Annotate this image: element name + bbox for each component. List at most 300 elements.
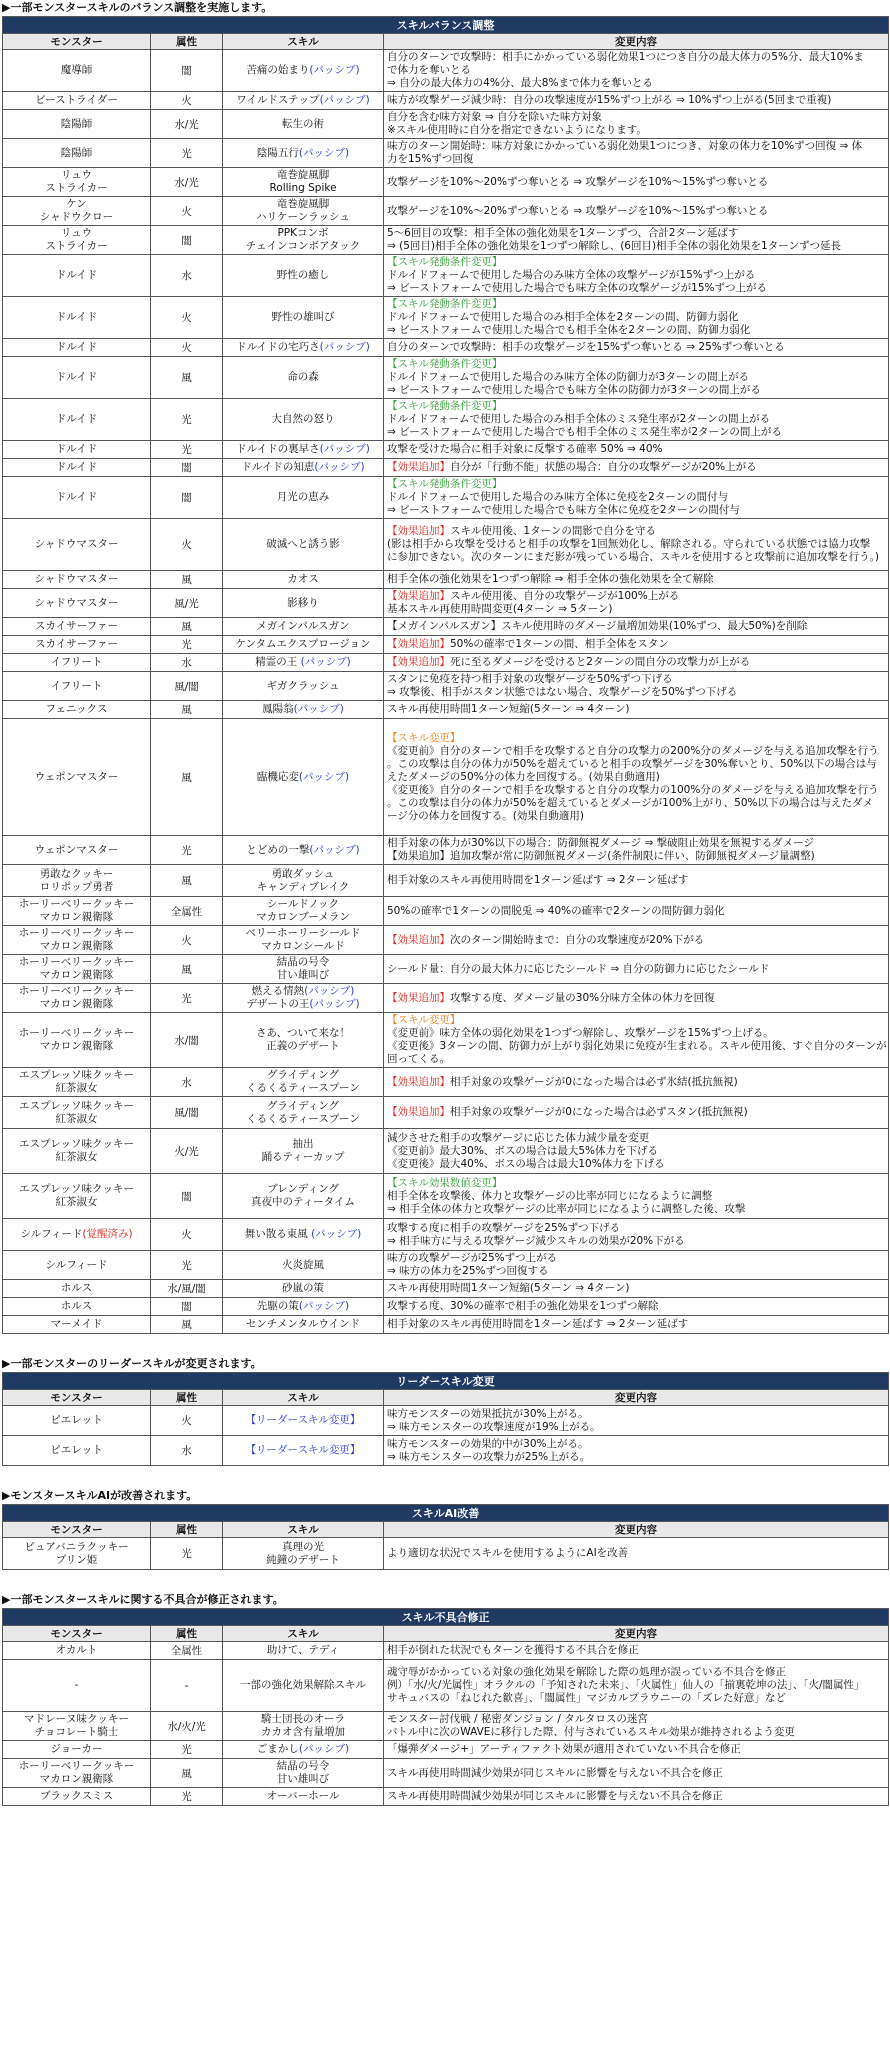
monster-cell bbox=[3, 1642, 151, 1660]
table-row bbox=[3, 1280, 889, 1298]
change-cell bbox=[384, 1406, 889, 1436]
skill-cell bbox=[223, 636, 384, 654]
skill-name bbox=[226, 940, 380, 953]
change-line bbox=[387, 573, 885, 586]
skill-cell bbox=[223, 297, 384, 339]
skill-cell bbox=[223, 1759, 384, 1788]
attribute-cell: 風 bbox=[151, 955, 223, 984]
monster-name: マカロン親衛隊 bbox=[39, 940, 114, 952]
table-row bbox=[3, 139, 889, 168]
skill-name bbox=[226, 1644, 380, 1657]
skill-cell bbox=[223, 139, 384, 168]
skill-cell bbox=[223, 1538, 384, 1570]
change-cell bbox=[384, 110, 889, 139]
text-segment: 自分が「行動不能」状態の場合：自分の攻撃ゲージが20%上がる bbox=[450, 461, 757, 473]
skill-name bbox=[226, 182, 380, 195]
change-line bbox=[387, 1053, 885, 1066]
monster-name: 紅茶淑女 bbox=[55, 1151, 98, 1163]
text-segment: ⇒ 味方モンスターの攻撃速度が19%上がる。 bbox=[387, 1420, 601, 1433]
change-line bbox=[387, 1692, 885, 1705]
change-cell bbox=[384, 399, 889, 441]
change-tag: 【スキル変更】 bbox=[387, 731, 461, 744]
col-header-skill: スキル bbox=[223, 1390, 384, 1406]
table-title: スキルAI改善 bbox=[3, 1505, 889, 1522]
skill-name bbox=[226, 898, 380, 911]
change-line bbox=[387, 64, 885, 77]
table-row bbox=[3, 1741, 889, 1759]
change-cell bbox=[384, 519, 889, 571]
change-line bbox=[387, 311, 885, 324]
passive-tag: (パッシブ) bbox=[298, 146, 350, 159]
attribute-cell: 風/闇 bbox=[151, 1097, 223, 1129]
monster-name: エスプレッソ味クッキー bbox=[19, 1069, 134, 1081]
change-cell bbox=[384, 1788, 889, 1806]
change-line bbox=[387, 140, 885, 153]
skill-name bbox=[226, 1040, 380, 1053]
monster-cell bbox=[3, 672, 151, 701]
monster-name: マドレーヌ味クッキー bbox=[24, 1713, 129, 1725]
monster-name: ビーストライダー bbox=[35, 94, 118, 106]
attribute-cell: 光 bbox=[151, 984, 223, 1013]
monster-cell bbox=[3, 399, 151, 441]
change-line bbox=[387, 771, 885, 784]
monster-name: フェニックス bbox=[45, 703, 108, 715]
text-segment: くるくるティースプーン bbox=[246, 1112, 360, 1125]
change-line bbox=[387, 1265, 885, 1278]
change-tag: 【効果追加】 bbox=[387, 1106, 450, 1118]
skill-cell bbox=[223, 618, 384, 636]
change-line bbox=[387, 1222, 885, 1235]
skill-name bbox=[226, 1773, 380, 1786]
monster-name: - bbox=[74, 1679, 79, 1691]
section-bugfix bbox=[0, 1592, 890, 1806]
table-row bbox=[3, 1013, 889, 1068]
monster-cell bbox=[3, 1316, 151, 1334]
skill-cell bbox=[223, 1280, 384, 1298]
change-line bbox=[387, 656, 885, 669]
text-segment: ⇒ 相手全体の体力と攻撃ゲージの比率が同じになるように調整した後、攻撃 bbox=[387, 1202, 746, 1215]
change-cell bbox=[384, 836, 889, 865]
monster-name: エスプレッソ味クッキー bbox=[19, 1099, 134, 1112]
text-segment: 抽出 bbox=[292, 1138, 314, 1150]
monster-name: ストライカー bbox=[45, 182, 108, 194]
table-row bbox=[3, 654, 889, 672]
change-line bbox=[387, 1145, 885, 1158]
text-segment: 相手対象のスキル再使用時間を1ターン延ばす ⇒ 2ターン延ばす bbox=[387, 1318, 689, 1330]
skill-cell bbox=[223, 255, 384, 297]
change-line bbox=[387, 426, 885, 439]
col-header-monster: モンスター bbox=[3, 1390, 151, 1406]
change-line bbox=[387, 341, 885, 354]
skill-cell bbox=[223, 1219, 384, 1251]
skill-cell bbox=[223, 168, 384, 197]
monster-cell bbox=[3, 519, 151, 571]
table-row bbox=[3, 636, 889, 654]
text-segment: 純鐘のデザート bbox=[266, 1553, 340, 1566]
change-cell bbox=[384, 297, 889, 339]
table-row bbox=[3, 1174, 889, 1219]
text-segment: 相手対象のスキル再使用時間を1ターン延ばす ⇒ 2ターン延ばす bbox=[387, 874, 689, 886]
monster-name: イフリート bbox=[50, 679, 103, 692]
attribute-cell: 風 bbox=[151, 618, 223, 636]
skill-name bbox=[226, 1082, 380, 1095]
attribute-cell: 闇 bbox=[151, 459, 223, 477]
text-segment: えたダメージの50%分の体力を回復する。(効果自動適用) bbox=[387, 770, 660, 783]
change-line bbox=[387, 1790, 885, 1803]
text-segment: ワイルドステップ bbox=[236, 94, 320, 106]
col-header-attr: 属性 bbox=[151, 1522, 223, 1538]
change-line bbox=[387, 850, 885, 863]
table-row bbox=[3, 477, 889, 519]
skill-cell bbox=[223, 459, 384, 477]
change-cell bbox=[384, 955, 889, 984]
skill-name bbox=[226, 1300, 380, 1313]
monster-name: スカイサーファー bbox=[35, 638, 118, 650]
balance-table bbox=[2, 16, 889, 1334]
text-segment: 月光の恵み bbox=[276, 491, 330, 503]
text-segment: くるくるティースプーン bbox=[246, 1082, 360, 1094]
text-segment: 相手が倒れた状況でもターンを獲得する不具合を修正 bbox=[387, 1644, 639, 1656]
skill-name bbox=[226, 198, 380, 211]
skill-name bbox=[226, 573, 380, 586]
text-segment: ドルイドの裏早さ bbox=[236, 443, 320, 455]
skill-cell bbox=[223, 1436, 384, 1466]
attribute-cell: 水/風/闇 bbox=[151, 1280, 223, 1298]
table-row bbox=[3, 836, 889, 865]
change-line bbox=[387, 686, 885, 699]
text-segment: 減少させた相手の攻撃ゲージに応じた体力減少量を変更 bbox=[387, 1131, 650, 1144]
col-header-change: 変更内容 bbox=[384, 1522, 889, 1538]
text-segment: PPKコンボ bbox=[277, 227, 329, 239]
text-segment: 自分を含む味方対象 ⇒ 自分を除いた味方対象 bbox=[387, 111, 602, 123]
text-segment: ドルイドフォームで使用した場合のみ相手全体のミス発生率が2ターンの間上がる bbox=[387, 413, 771, 425]
change-tag: 【スキル効果数値変更】 bbox=[387, 1176, 503, 1189]
skill-cell bbox=[223, 984, 384, 1013]
skill-cell bbox=[223, 50, 384, 92]
text-segment: スキル再使用時間1ターン短縮(5ターン ⇒ 4ターン) bbox=[387, 1282, 630, 1294]
skill-cell bbox=[223, 897, 384, 926]
text-segment: 相手対象の攻撃ゲージが0になった場合は必ず氷結(抵抗無視) bbox=[450, 1075, 738, 1088]
text-segment: 《変更後》自分のターンで相手を攻撃すると自分の攻撃力の100%分のダメージを与える追加攻撃を行う bbox=[387, 783, 879, 796]
skill-name bbox=[226, 1228, 380, 1241]
text-segment: ⇒ ビーストフォームで使用した場合でも味方全体の防御力が3ターンの間上がる bbox=[387, 384, 761, 396]
skill-name bbox=[226, 771, 380, 784]
text-segment: 【メガインパルスガン】スキル使用時のダメージ量増加効果(10%ずつ、最大50%)を削除 bbox=[387, 620, 808, 632]
change-cell bbox=[384, 168, 889, 197]
text-segment: (影は相手から攻撃を受けると相手の攻撃を1回無効化し、解除される。守られている状態では協力攻撃 bbox=[387, 538, 871, 550]
table-row bbox=[3, 589, 889, 618]
skill-name bbox=[226, 64, 380, 77]
text-segment: 攻撃ゲージを10%～20%ずつ奪いとる ⇒ 攻撃ゲージを10%～15%ずつ奪いとる bbox=[387, 204, 769, 217]
skill-cell bbox=[223, 955, 384, 984]
text-segment: 砂嵐の策 bbox=[282, 1282, 324, 1294]
col-header-change: 変更内容 bbox=[384, 34, 889, 50]
text-segment: 基本スキル再使用時間変更(4ターン ⇒ 5ターン) bbox=[387, 603, 613, 615]
col-header-change: 変更内容 bbox=[384, 1626, 889, 1642]
change-tag: 【効果追加】 bbox=[387, 590, 450, 602]
text-segment: Rolling Spike bbox=[269, 182, 337, 194]
text-segment: スタンに免疫を持つ相手対象の攻撃ゲージを50%ずつ下げる bbox=[387, 673, 673, 685]
skill-name bbox=[226, 491, 380, 504]
text-segment: ⇒ (5回目)相手全体の強化効果を1つずつ解除し、(6回目)相手全体の弱化効果を1ターンずつ延長 bbox=[387, 240, 842, 252]
change-line bbox=[387, 638, 885, 651]
change-line bbox=[387, 1451, 885, 1464]
passive-tag: (パッシブ) bbox=[309, 998, 360, 1010]
text-segment: モンスター討伐戦 / 秘密ダンジョン / タルタロスの迷宮 bbox=[387, 1713, 648, 1725]
attribute-cell: 闇 bbox=[151, 1174, 223, 1219]
text-segment: スキル再使用時間1ターン短縮(5ターン ⇒ 4ターン) bbox=[387, 703, 630, 715]
table-row bbox=[3, 1642, 889, 1660]
attribute-cell: 火 bbox=[151, 197, 223, 226]
change-line bbox=[387, 1027, 885, 1040]
attribute-cell: 火 bbox=[151, 297, 223, 339]
section-heading: ▶一部モンスタースキルのバランス調整を実施します。 bbox=[2, 1, 273, 14]
skill-name bbox=[226, 1259, 380, 1272]
skill-name bbox=[226, 1541, 380, 1554]
monster-cell bbox=[3, 636, 151, 654]
text-segment: 正義のデザート bbox=[266, 1040, 340, 1052]
change-line bbox=[387, 905, 885, 918]
monster-name: ケン bbox=[66, 198, 87, 210]
text-segment: ハリケーンラッシュ bbox=[256, 211, 350, 223]
text-segment: ⇒ 味方モンスターの攻撃力が25%上がる。 bbox=[387, 1450, 591, 1463]
text-segment: ブレンディング bbox=[267, 1183, 339, 1195]
change-line bbox=[387, 478, 885, 491]
change-line bbox=[387, 324, 885, 337]
change-line bbox=[387, 758, 885, 771]
attribute-cell: 闇 bbox=[151, 1298, 223, 1316]
skill-cell bbox=[223, 836, 384, 865]
change-line bbox=[387, 590, 885, 603]
change-line bbox=[387, 1408, 885, 1421]
change-line bbox=[387, 1547, 885, 1560]
text-segment: スキル使用後、自分の攻撃ゲージが100%上がる bbox=[450, 590, 680, 602]
text-segment: ドルイドフォームで使用した場合のみ味方全体の防御力が3ターンの間上がる bbox=[387, 371, 750, 383]
text-segment: 5～6回目の攻撃：相手全体の強化効果を1ターンずつ、合計2ターン延ばす bbox=[387, 227, 739, 239]
skill-name bbox=[226, 1138, 380, 1151]
text-segment: 陰陽五行 bbox=[256, 146, 299, 159]
change-cell bbox=[384, 1298, 889, 1316]
change-line bbox=[387, 673, 885, 686]
text-segment: 。この攻撃は自分の体力が50%を超えているとダメージが100%上がり、50%以下の場合は与えたダメ bbox=[387, 796, 873, 809]
skill-cell bbox=[223, 1741, 384, 1759]
text-segment: 臨機応変 bbox=[256, 770, 299, 783]
passive-tag: (パッシブ) bbox=[298, 1300, 350, 1312]
skill-name bbox=[226, 680, 380, 693]
monster-name: 紅茶淑女 bbox=[55, 1112, 98, 1125]
skill-name bbox=[226, 1196, 380, 1209]
change-line bbox=[387, 256, 885, 269]
skill-name bbox=[226, 413, 380, 426]
text-segment: 結晶の号令 bbox=[276, 1760, 330, 1772]
change-cell bbox=[384, 459, 889, 477]
change-line bbox=[387, 77, 885, 90]
section-heading: ▶一部モンスターのリーダースキルが変更されます。 bbox=[2, 1357, 262, 1370]
text-segment: 死に至るダメージを受けると2ターンの間自分の攻撃力が上がる bbox=[450, 656, 751, 668]
change-line bbox=[387, 1666, 885, 1679]
skill-name bbox=[226, 597, 380, 610]
table-row bbox=[3, 926, 889, 955]
skill-name bbox=[226, 956, 380, 969]
text-segment: に参加できない。次のターンにまだ影が残っている場合、スキルを使用すると攻撃前に追加攻撃を行う。) bbox=[387, 551, 880, 563]
table-row bbox=[3, 197, 889, 226]
passive-tag: (パッシブ) bbox=[309, 843, 360, 856]
passive-tag: (パッシブ) bbox=[304, 985, 355, 997]
monster-cell bbox=[3, 1759, 151, 1788]
change-line bbox=[387, 1106, 885, 1119]
change-cell bbox=[384, 672, 889, 701]
change-cell bbox=[384, 1068, 889, 1097]
monster-cell bbox=[3, 589, 151, 618]
change-line bbox=[387, 1644, 885, 1657]
change-line bbox=[387, 963, 885, 976]
table-row bbox=[3, 519, 889, 571]
skill-cell bbox=[223, 701, 384, 719]
change-line bbox=[387, 732, 885, 745]
change-tag: 【効果追加】 bbox=[387, 525, 450, 537]
col-header-skill: スキル bbox=[223, 34, 384, 50]
skill-name bbox=[226, 927, 380, 940]
attribute-cell: 風/光 bbox=[151, 589, 223, 618]
monster-name: ドルイド bbox=[55, 311, 98, 323]
text-segment: 力を15%ずつ回復 bbox=[387, 153, 474, 165]
text-segment: センチメンタルウインド bbox=[245, 1318, 361, 1330]
text-segment: とどめの一撃 bbox=[246, 843, 310, 856]
monster-name: エスプレッソ味クッキー bbox=[19, 1183, 134, 1195]
change-cell bbox=[384, 197, 889, 226]
monster-name: 勇敢なクッキー bbox=[39, 867, 114, 880]
change-cell bbox=[384, 701, 889, 719]
change-cell bbox=[384, 139, 889, 168]
change-cell bbox=[384, 1538, 889, 1570]
monster-name: イフリート bbox=[50, 656, 103, 668]
skill-name bbox=[226, 269, 380, 282]
change-line bbox=[387, 461, 885, 474]
change-line bbox=[387, 1726, 885, 1739]
col-header-attr: 属性 bbox=[151, 1390, 223, 1406]
text-segment: 回ってくる。 bbox=[387, 1053, 450, 1065]
change-tag: 【スキル発動条件変更】 bbox=[387, 358, 503, 370]
monster-cell bbox=[3, 92, 151, 110]
table-row bbox=[3, 672, 889, 701]
skill-name bbox=[226, 1790, 380, 1803]
skill-cell bbox=[223, 654, 384, 672]
change-line bbox=[387, 1421, 885, 1434]
text-segment: 《変更前》自分のターンで相手を攻撃すると自分の攻撃力の200%分のダメージを与える追加攻撃を行う bbox=[387, 744, 879, 757]
table-row bbox=[3, 865, 889, 897]
monster-cell bbox=[3, 1660, 151, 1712]
attribute-cell: 風 bbox=[151, 1316, 223, 1334]
text-segment: グライディング bbox=[266, 1099, 340, 1112]
text-segment: 《変更後》3ターンの間、防御力が上がり弱化効果に免疫が生まれる。スキル使用後、すぐ自分のターンが bbox=[387, 1040, 887, 1052]
monster-name: リュウ bbox=[60, 169, 93, 181]
skill-name bbox=[226, 1100, 380, 1113]
passive-tag: (パッシブ) bbox=[311, 1228, 362, 1240]
monster-name: ホーリーベリークッキー bbox=[18, 927, 135, 939]
change-line bbox=[387, 1767, 885, 1780]
skill-name bbox=[226, 911, 380, 924]
attribute-cell: 火 bbox=[151, 926, 223, 955]
passive-tag: 【リーダースキル変更】 bbox=[245, 1444, 361, 1456]
monster-cell bbox=[3, 477, 151, 519]
text-segment: スキル再使用時間減少効果が同じスキルに影響を与えない不具合を修正 bbox=[387, 1766, 723, 1779]
skill-name bbox=[226, 461, 380, 474]
monster-name: ロリポップ勇者 bbox=[39, 880, 114, 893]
text-segment: ドルイドフォームで使用した場合のみ相手全体を2ターンの間、防御力弱化 bbox=[387, 311, 739, 323]
monster-name: 紅茶淑女 bbox=[55, 1196, 98, 1208]
skill-name bbox=[226, 1113, 380, 1126]
text-segment: スキル再使用時間減少効果が同じスキルに影響を与えない不具合を修正 bbox=[387, 1790, 723, 1802]
text-segment: 味方の攻撃ゲージが25%ずつ上がる bbox=[387, 1252, 558, 1264]
attribute-cell: 闇 bbox=[151, 50, 223, 92]
text-segment: 味方が攻撃ゲージ減少時：自分の攻撃速度が15%ずつ上がる ⇒ 10%ずつ上がる(5回まで重複) bbox=[387, 94, 832, 106]
attribute-cell: 水/光 bbox=[151, 168, 223, 197]
skill-cell bbox=[223, 197, 384, 226]
table-row bbox=[3, 571, 889, 589]
change-line bbox=[387, 1743, 885, 1756]
text-segment: 転生の術 bbox=[282, 117, 324, 130]
change-line bbox=[387, 282, 885, 295]
skill-cell bbox=[223, 1068, 384, 1097]
table-row bbox=[3, 297, 889, 339]
section-ai bbox=[0, 1488, 890, 1570]
monster-name: ウェポンマスター bbox=[34, 770, 119, 783]
table-row bbox=[3, 618, 889, 636]
text-segment: ドルイドの宅巧さ bbox=[236, 341, 320, 353]
text-segment: 甘い雄叫び bbox=[276, 969, 330, 981]
monster-cell bbox=[3, 1712, 151, 1741]
change-cell bbox=[384, 865, 889, 897]
attribute-cell: 風 bbox=[151, 1759, 223, 1788]
text-segment: 勇敢ダッシュ bbox=[271, 867, 335, 880]
monster-name: ウェポンマスター bbox=[34, 843, 119, 856]
text-segment: ドルイドフォームで使用した場合のみ味方全体の攻撃ゲージが15%ずつ上がる bbox=[387, 269, 756, 281]
attribute-cell: 風 bbox=[151, 701, 223, 719]
text-segment: 甘い雄叫び bbox=[276, 1773, 330, 1785]
monster-name: ホーリーベリークッキー bbox=[18, 956, 135, 968]
monster-cell bbox=[3, 1129, 151, 1174]
monster-cell bbox=[3, 719, 151, 836]
change-cell bbox=[384, 589, 889, 618]
table-row bbox=[3, 984, 889, 1013]
text-segment: ⇒ ビーストフォームで使用した場合でも味方全体に免疫を2ターンの間付与 bbox=[387, 504, 740, 516]
change-line bbox=[387, 358, 885, 371]
attribute-cell: 火 bbox=[151, 1219, 223, 1251]
table-row bbox=[3, 1097, 889, 1129]
text-segment: 影移り bbox=[287, 596, 319, 609]
monster-name: マカロン親衛隊 bbox=[39, 998, 114, 1010]
monster-name: ブラックスミス bbox=[39, 1790, 114, 1802]
monster-cell bbox=[3, 1538, 151, 1570]
change-line bbox=[387, 443, 885, 456]
change-line bbox=[387, 384, 885, 397]
text-segment: 相手全体の強化効果を1つずつ解除 ⇒ 相手全体の強化効果を全て解除 bbox=[387, 573, 714, 585]
change-cell bbox=[384, 1013, 889, 1068]
passive-tag: (パッシブ) bbox=[314, 461, 365, 473]
text-segment: 【効果追加】追加攻撃が常に防御無視ダメージ(条件制限に伴い、防御無視ダメージ量調整) bbox=[387, 850, 815, 862]
skill-cell bbox=[223, 719, 384, 836]
skill-cell bbox=[223, 477, 384, 519]
text-segment: オーバーホール bbox=[266, 1790, 340, 1802]
monster-cell bbox=[3, 1068, 151, 1097]
passive-tag: (パッシブ) bbox=[293, 703, 344, 715]
table-row bbox=[3, 1406, 889, 1436]
monster-cell bbox=[3, 654, 151, 672]
change-cell bbox=[384, 1280, 889, 1298]
table-row bbox=[3, 1298, 889, 1316]
monster-cell bbox=[3, 441, 151, 459]
change-line bbox=[387, 784, 885, 797]
